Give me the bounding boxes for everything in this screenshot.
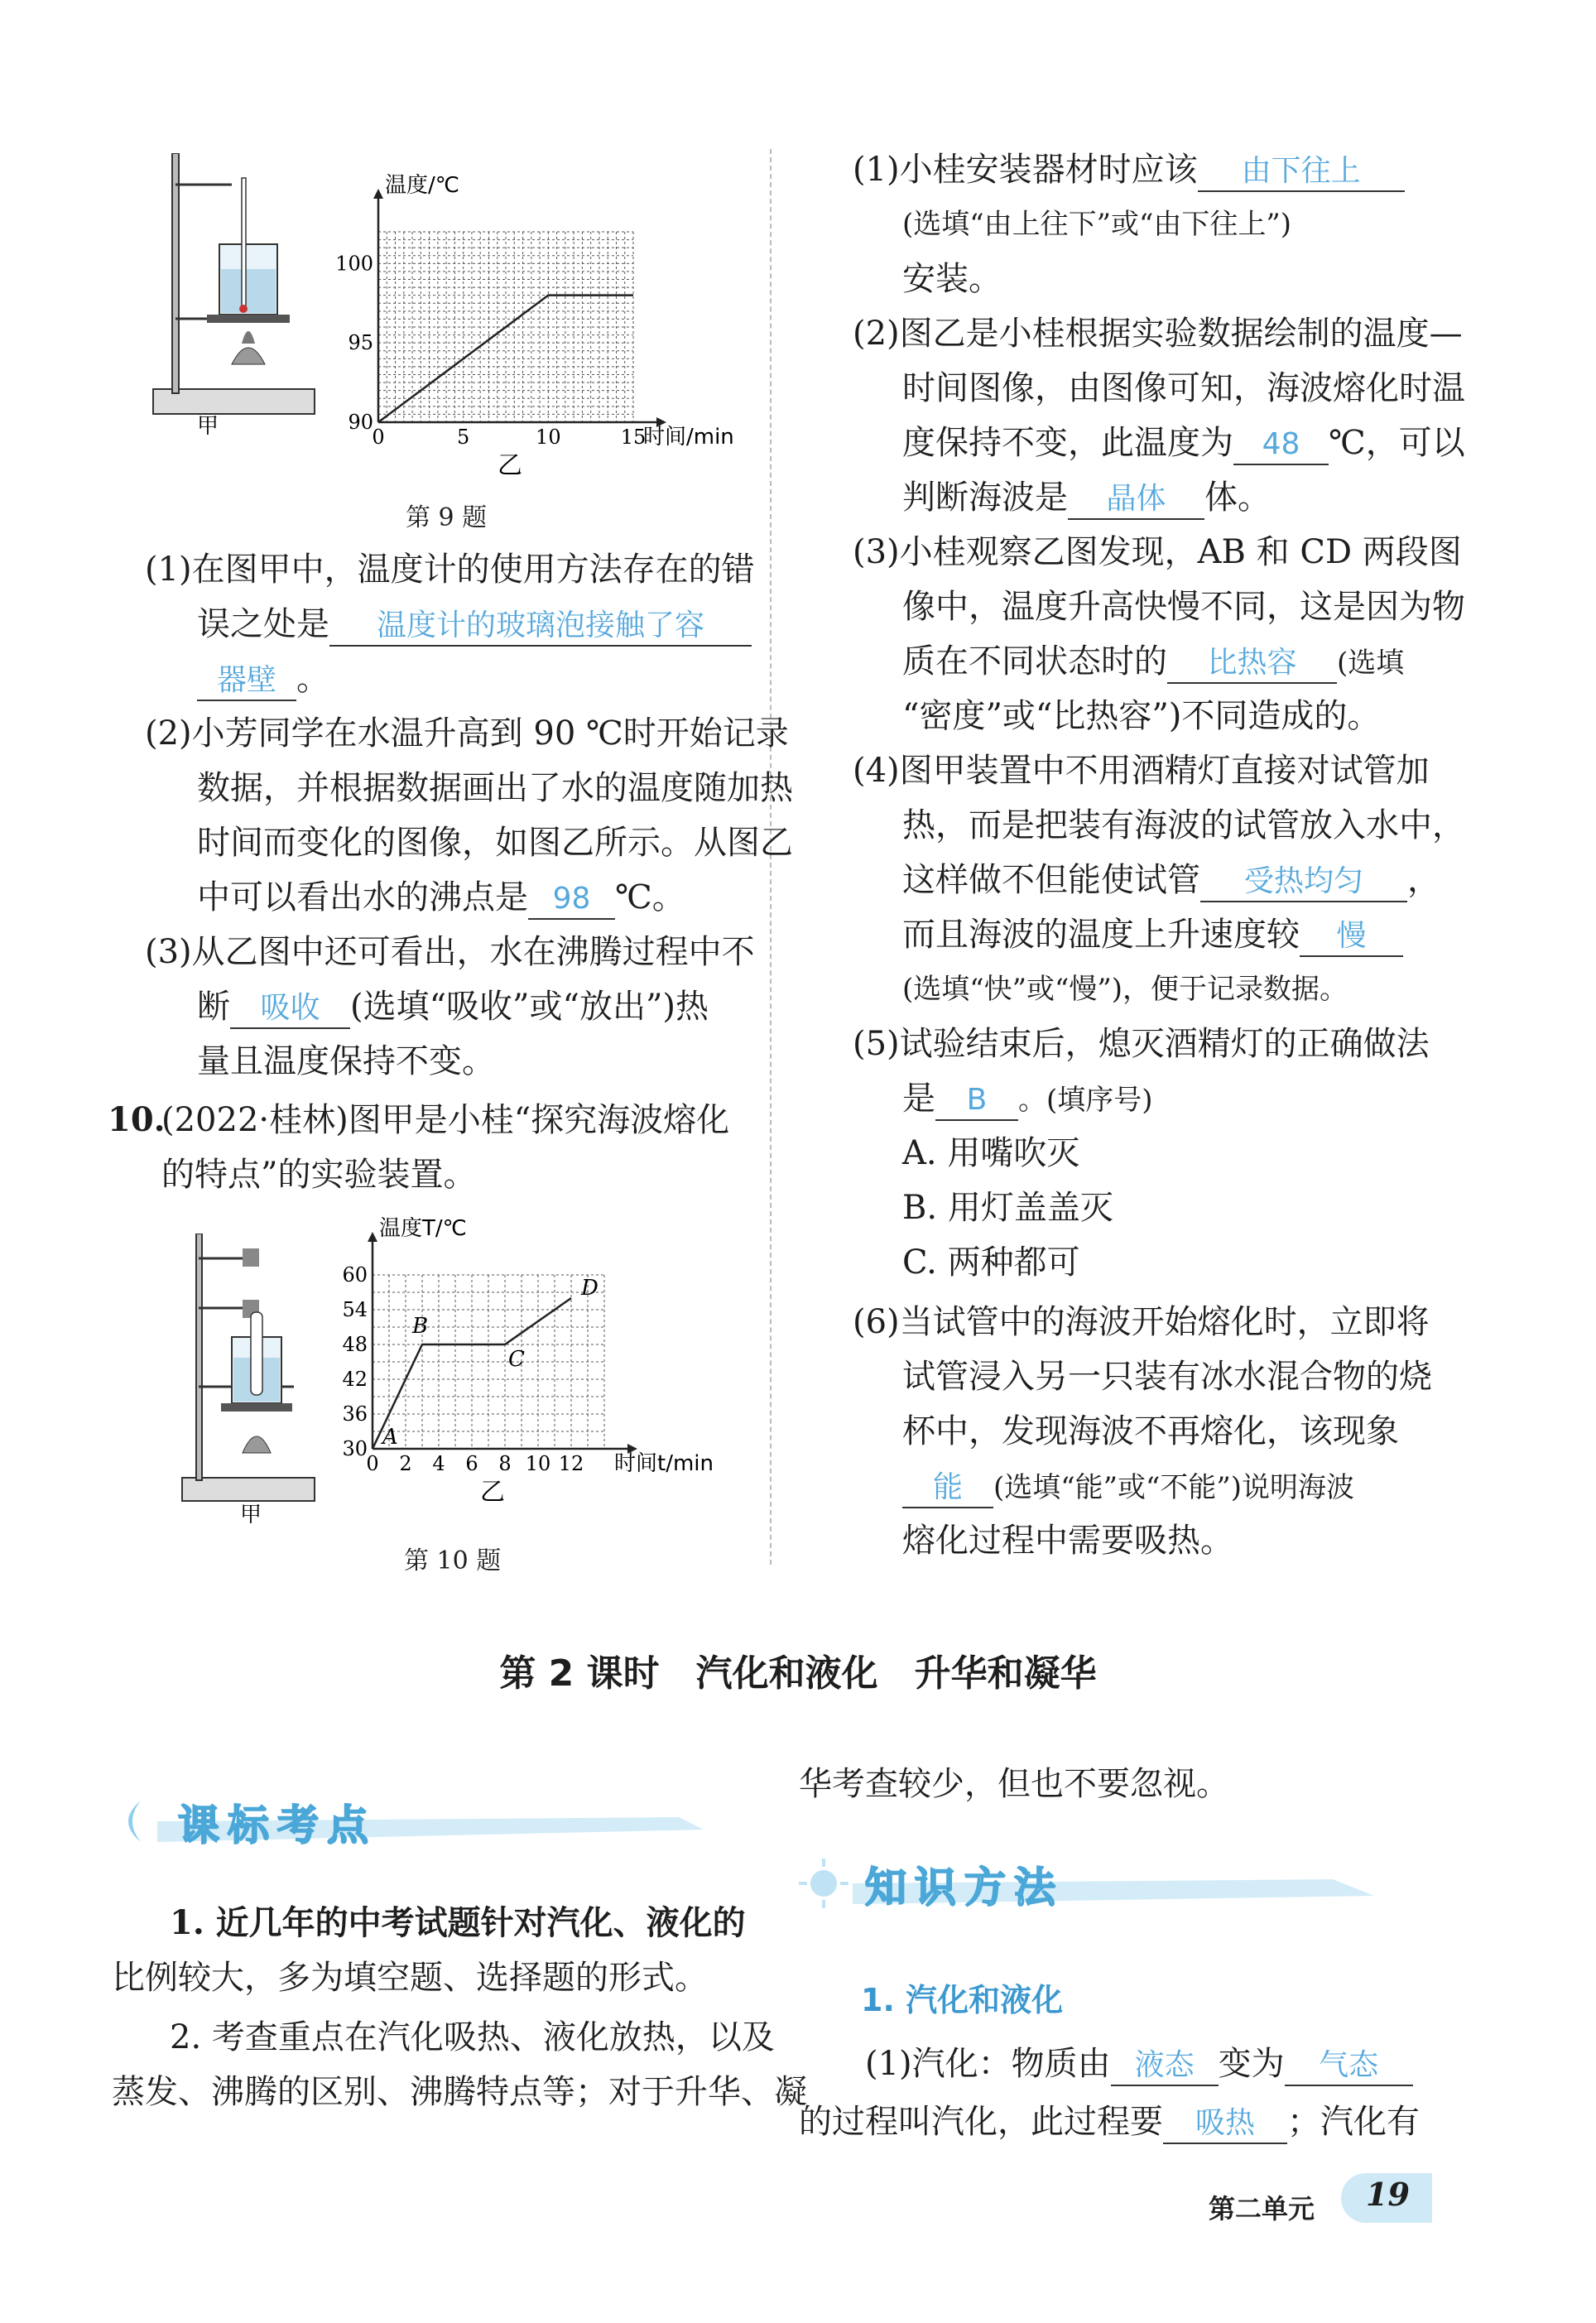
q10-answer-2a[interactable]: 48	[1233, 426, 1329, 465]
q10-p5-prefix: 是	[902, 1080, 935, 1118]
q9-p1-line3	[197, 652, 329, 706]
lesson-k1-end: ；汽化有	[1287, 2103, 1420, 2141]
q10-chart-axes	[368, 1232, 637, 1454]
q10-p5-line2	[902, 1071, 1153, 1128]
footer-unit: 第二单元	[1209, 2193, 1315, 2224]
q9-chart-axes	[373, 189, 666, 427]
q10-chart-grid	[373, 1275, 604, 1449]
q10-y-axis-title: 温度T/℃	[379, 1217, 467, 1241]
c10-point-label: A	[382, 1425, 398, 1450]
q10-answer-2b[interactable]: 晶体	[1068, 480, 1204, 520]
q10-chart-series	[373, 1276, 598, 1450]
page-number: 19	[1366, 2176, 1410, 2213]
c9-x-tick-label: 10	[536, 426, 561, 449]
q10-p3-line4: “密度”或“比热容”)不同造成的。	[902, 697, 1381, 735]
q10-chart-ticks	[342, 1263, 584, 1475]
q9-p3-suffix: (选填“吸收”或“放出”)热	[350, 988, 709, 1026]
q9-p1-line2	[197, 597, 752, 652]
banner-knowledge: 知识方法	[865, 1864, 1064, 1912]
banner-standards: 课标考点	[178, 1801, 377, 1849]
q9-chart-label: 乙	[498, 451, 522, 480]
q9-answer-3[interactable]: 吸收	[230, 989, 350, 1029]
q10-chart-label: 乙	[480, 1478, 505, 1507]
q9-p3-line1: (3)从乙图中还可看出，水在沸腾过程中不	[145, 933, 755, 971]
q10-p4-line5: (选填“快”或“慢”)，便于记录数据。	[902, 973, 1348, 1006]
q10-p5-line1: (5)试验结束后，熄灭酒精灯的正确做法	[853, 1025, 1430, 1063]
c10-x-tick-label: 12	[558, 1452, 584, 1475]
q9-apparatus-figure	[149, 153, 323, 435]
c10-y-tick-label: 54	[342, 1298, 368, 1321]
q10-p4-suffix: ，	[1407, 861, 1440, 899]
q10-p6-line2: 试管浸入另一只装有冰水混合物的烧	[902, 1358, 1432, 1396]
lesson-point-2a: 2. 考查重点在汽化吸热、液化放热，以及	[170, 2018, 775, 2056]
q10-temperature-chart	[327, 1217, 741, 1523]
c10-point-label: D	[581, 1276, 598, 1301]
lesson-point-2b: 蒸发、沸腾的区别、沸腾特点等；对于升华、凝	[112, 2073, 807, 2111]
q10-answer-1[interactable]: 由下往上	[1198, 152, 1405, 192]
q10-p1-line2: (选填“由上往下”或“由下往上”)	[902, 208, 1292, 241]
q9-p3-prefix: 断	[197, 988, 230, 1026]
q9-y-axis-title: 温度/℃	[385, 174, 459, 198]
q10-p4-line3	[902, 853, 1440, 907]
q10-p1-prefix: (1)小桂安装器材时应该	[853, 151, 1198, 189]
q10-p2-line3	[902, 416, 1465, 470]
q10-answer-5[interactable]: B	[935, 1081, 1018, 1121]
q10-p4-line4	[902, 907, 1403, 962]
c9-x-tick-label: 15	[620, 426, 647, 449]
q10-p6-line4	[902, 1459, 1354, 1515]
q10-p3-line2: 像中，温度升高快慢不同，这是因为物	[902, 588, 1465, 626]
q10-answer-4a[interactable]: 受热均匀	[1200, 863, 1407, 902]
q10-caption: 第 10 题	[404, 1546, 502, 1575]
q10-p2-suffix: ℃，可以	[1329, 424, 1465, 462]
q10-x-axis-title: 时间t/min	[614, 1451, 714, 1476]
c10-x-tick-label: 2	[399, 1452, 412, 1475]
c10-x-tick-label: 4	[432, 1452, 445, 1475]
c10-y-tick-label: 60	[342, 1263, 368, 1287]
q10-p4-prefix: 这样做不但能使试管	[902, 861, 1200, 899]
c10-x-tick-label: 10	[525, 1452, 551, 1475]
q10-option-b: B. 用灯盖盖灭	[902, 1189, 1113, 1227]
q10-p6-suffix: (选填“能”或“不能”)说明海波	[993, 1471, 1355, 1504]
c10-point-label: B	[412, 1314, 429, 1339]
q10-apparatus-label: 甲	[240, 1503, 262, 1523]
q9-answer-1a[interactable]: 温度计的玻璃泡接触了容	[329, 607, 752, 647]
q10-p4-prefix2: 而且海波的温度上升速度较	[902, 916, 1300, 954]
lesson-k1-middle: 变为	[1218, 2045, 1285, 2083]
q9-apparatus-label: 甲	[197, 414, 219, 435]
q9-p2-prefix: 中可以看出水的沸点是	[197, 878, 528, 916]
q9-p1-line1: (1)在图甲中，温度计的使用方法存在的错	[145, 551, 755, 589]
q10-answer-3[interactable]: 比热容	[1167, 644, 1337, 684]
q10-p1-line1	[853, 142, 1405, 197]
q10-p3-line3	[902, 634, 1404, 690]
c10-x-tick-label: 6	[465, 1452, 478, 1475]
q10-option-c: C. 两种都可	[902, 1243, 1080, 1282]
c10-y-tick-label: 30	[342, 1437, 368, 1460]
q9-answer-2[interactable]: 98	[528, 880, 615, 920]
q9-x-axis-title: 时间/min	[643, 425, 734, 450]
q9-answer-1b[interactable]: 器壁	[197, 661, 296, 701]
q10-p2-line4	[902, 470, 1271, 525]
section-vaporization-heading: 1. 汽化和液化	[861, 1982, 1064, 2018]
q10-p4-line2: 热，而是把装有海波的试管放入水中，	[902, 806, 1465, 844]
lesson-k1-line1	[865, 2037, 1413, 2091]
q10-p3-line1: (3)小桂观察乙图发现，AB 和 CD 两段图	[853, 533, 1462, 571]
q9-p2-line3: 时间而变化的图像，如图乙所示。从图乙	[197, 824, 793, 862]
q9-p2-line1: (2)小芳同学在水温升高到 90 ℃时开始记录	[145, 714, 789, 753]
q9-p3-line3: 量且温度保持不变。	[197, 1042, 495, 1080]
q10-p4-line1: (4)图甲装置中不用酒精灯直接对试管加	[853, 752, 1430, 790]
lesson-point-1a-text: 1. 近几年的中考试题针对汽化、液化的	[170, 1903, 746, 1942]
q10-p2-prefix: 度保持不变，此温度为	[902, 424, 1233, 462]
c9-x-tick-label: 5	[457, 426, 470, 449]
c10-y-arrow	[368, 1232, 377, 1242]
c10-x-tick-label: 8	[498, 1452, 512, 1475]
q9-temperature-chart	[327, 174, 757, 480]
q10-p5-suffix: 。(填序号)	[1018, 1084, 1153, 1117]
q10-answer-6[interactable]: 能	[902, 1469, 993, 1508]
q9-p2-line4	[197, 870, 685, 925]
q10-p6-line5: 熔化过程中需要吸热。	[902, 1522, 1233, 1560]
lesson-k1-line2	[799, 2095, 1420, 2149]
lesson-k1-text2: 的过程叫汽化，此过程要	[799, 2103, 1163, 2141]
lesson-answer-liquid[interactable]: 液态	[1111, 2046, 1219, 2086]
c10-y-tick-label: 36	[342, 1402, 368, 1426]
q9-caption: 第 9 题	[406, 503, 488, 532]
lesson-point-1b: 比例较大，多为填空题、选择题的形式。	[112, 1959, 708, 1997]
c9-x-tick-label: 0	[372, 426, 385, 449]
lesson-k1-prefix: (1)汽化：物质由	[865, 2045, 1111, 2083]
c9-y-tick-label: 95	[348, 331, 373, 355]
q10-apparatus-figure	[178, 1234, 327, 1523]
q9-p2-unit: ℃。	[615, 878, 685, 916]
q10-p6-line3: 杯中，发现海波不再熔化，该现象	[902, 1412, 1399, 1450]
lesson-point-2c: 华考查较少，但也不要忽视。	[799, 1765, 1229, 1803]
q10-option-a: A. 用嘴吹灭	[902, 1134, 1080, 1172]
q10-intro-line1: (2022·桂林)图甲是小桂“探究海波熔化	[161, 1101, 730, 1139]
lesson-title: 第 2 课时 汽化和液化 升华和凝华	[499, 1652, 1097, 1695]
q10-p3-prefix: 质在不同状态时的	[902, 642, 1167, 681]
c10-point-label: C	[508, 1347, 525, 1372]
q10-p2-line2: 时间图像，由图像可知，海波熔化时温	[902, 369, 1465, 407]
q9-p2-line2: 数据，并根据数据画出了水的温度随加热	[197, 769, 793, 807]
q9-p3-line2	[197, 979, 709, 1034]
q9-p1-end: 。	[296, 660, 329, 698]
q10-p2-prefix2: 判断海波是	[902, 479, 1068, 517]
q10-p3-suffix: (选填	[1337, 647, 1405, 680]
c10-x-tick-label: 0	[366, 1452, 379, 1475]
c9-y-tick-label: 100	[335, 252, 373, 276]
c9-y-tick-label: 90	[348, 411, 373, 434]
q10-answer-4b[interactable]: 慢	[1300, 917, 1403, 957]
lesson-answer-absorb[interactable]: 吸热	[1163, 2104, 1287, 2144]
q10-p2-suffix2: 体。	[1204, 479, 1271, 517]
q10-intro-line2: 的特点”的实验装置。	[161, 1156, 477, 1194]
q9-p1-prefix: 误之处是	[197, 605, 329, 643]
q10-p1-line3: 安装。	[902, 260, 1002, 298]
c10-y-tick-label: 48	[342, 1333, 368, 1356]
q10-p2-line1: (2)图乙是小桂根据实验数据绘制的温度—	[853, 315, 1463, 353]
q10-number: 10.	[108, 1100, 166, 1139]
lesson-point-1a	[170, 1896, 746, 1950]
q10-p6-line1: (6)当试管中的海波开始熔化时，立即将	[853, 1303, 1430, 1341]
lesson-answer-gas[interactable]: 气态	[1285, 2046, 1413, 2086]
c9-y-arrow	[373, 189, 383, 199]
c10-y-tick-label: 42	[342, 1368, 368, 1391]
